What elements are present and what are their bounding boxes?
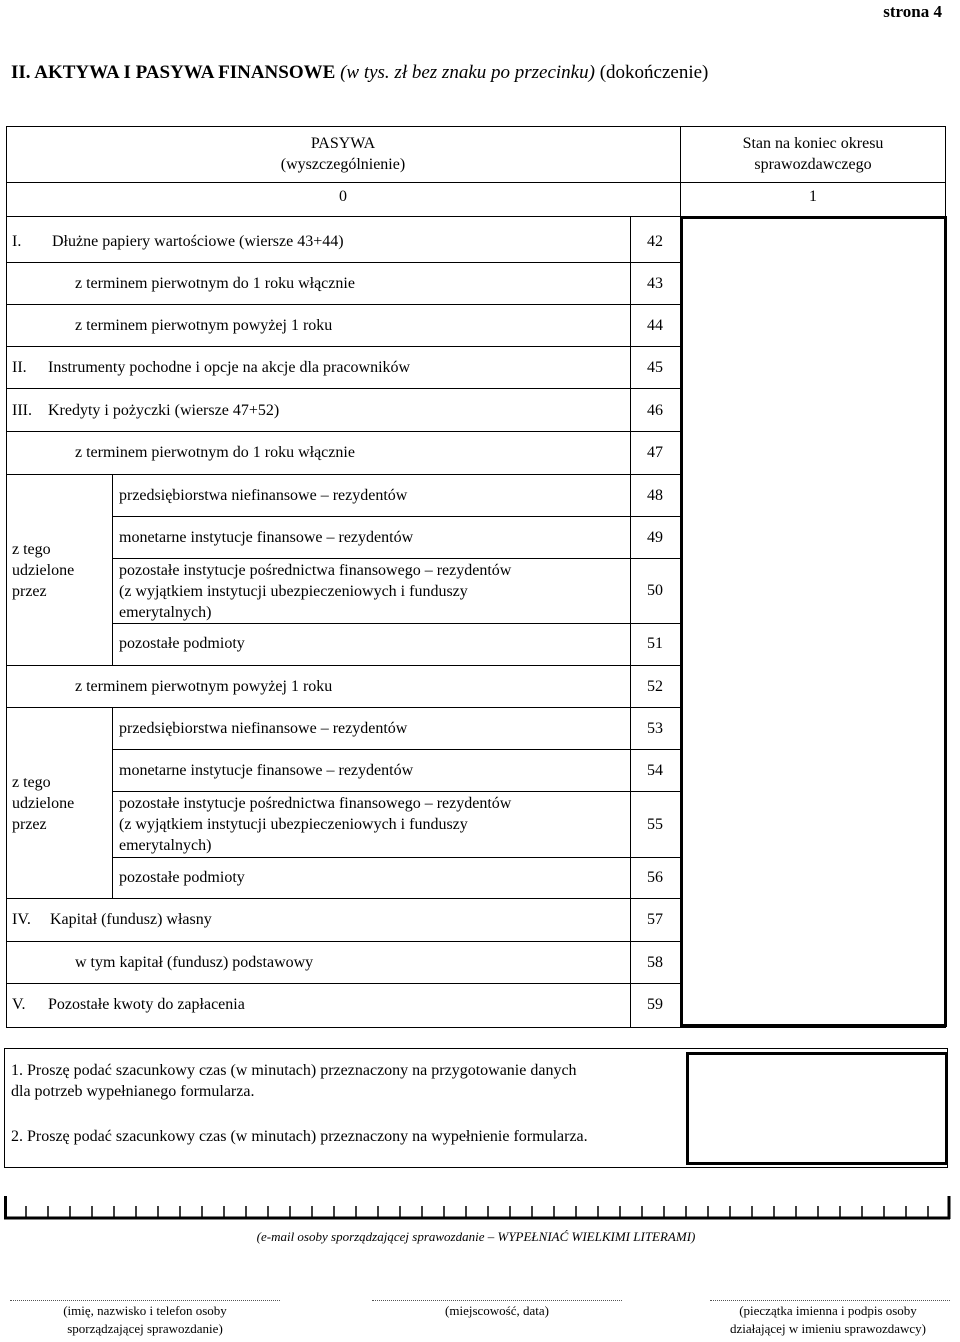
- row53-label: przedsiębiorstwa niefinansowe – rezydentów: [119, 720, 408, 737]
- row57-label: Kapitał (fundusz) własny: [50, 911, 212, 928]
- row47-label: z terminem pierwotnym do 1 roku włącznie: [75, 444, 355, 461]
- row46-roman: III.: [12, 402, 32, 419]
- row59-label: Pozostałe kwoty do zapłacenia: [48, 996, 245, 1013]
- page-title: [11, 62, 708, 84]
- row57-num: 57: [647, 911, 663, 928]
- row48-num: 48: [647, 487, 663, 504]
- email-caption: (e-mail osoby sporządzającej sprawozdanie – WYPEŁNIAĆ WIELKIMI LITERAMI): [256, 1229, 696, 1244]
- page-number-value: 4: [933, 2, 942, 21]
- row44-label: z terminem pierwotnym powyżej 1 roku: [75, 317, 333, 334]
- group2-label: z tego udzielone przez: [12, 774, 75, 833]
- row54-num: 54: [647, 762, 663, 779]
- row58-num: 58: [647, 954, 663, 971]
- title-main: II. AKTYWA I PASYWA FINANSOWE: [11, 62, 336, 83]
- time-answer-box[interactable]: [686, 1052, 948, 1165]
- question-2: 2. Proszę podać szacunkowy czas (w minutach) przeznaczony na wypełnienie formularza.: [11, 1128, 588, 1145]
- row56-label: pozostałe podmioty: [119, 869, 245, 886]
- email-comb-field[interactable]: [4, 1192, 952, 1224]
- row54-label: monetarne instytucje finansowe – rezydentów: [119, 762, 414, 779]
- row55-label: pozostałe instytucje pośrednictwa finansowego – rezydentów (z wyjątkiem instytucji ubezpieczeniowych i funduszy emerytalnych): [119, 795, 512, 854]
- row56-num: 56: [647, 869, 663, 886]
- page-number: [883, 2, 942, 22]
- row51-num: 51: [647, 635, 663, 652]
- value-column[interactable]: [680, 216, 947, 1027]
- row51-label: pozostałe podmioty: [119, 635, 245, 652]
- title-italic: (w tys. zł bez znaku po przecinku): [340, 62, 595, 83]
- header-index-1: 1: [809, 188, 817, 205]
- row46-label: Kredyty i pożyczki (wiersze 47+52): [48, 402, 280, 419]
- row53-num: 53: [647, 720, 663, 737]
- question-1: 1. Proszę podać szacunkowy czas (w minutach) przeznaczony na przygotowanie danych dla potrzeb wypełnianego formularza.: [11, 1062, 577, 1100]
- row55-num: 55: [647, 816, 663, 833]
- row43-label: z terminem pierwotnym do 1 roku włącznie: [75, 275, 355, 292]
- signature-line-2[interactable]: [372, 1300, 622, 1301]
- row52-num: 52: [647, 678, 663, 695]
- group1-label: z tego udzielone przez: [12, 541, 75, 600]
- header-col1: Stan na koniec okresu sprawozdawczego: [742, 135, 884, 173]
- row59-roman: V.: [12, 996, 26, 1013]
- row48-label: przedsiębiorstwa niefinansowe – rezydentów: [119, 487, 408, 504]
- row49-num: 49: [647, 529, 663, 546]
- row47-num: 47: [647, 444, 663, 461]
- row59-num: 59: [647, 996, 663, 1013]
- row44-num: 44: [647, 317, 663, 334]
- signature-caption-2: (miejscowość, data): [445, 1303, 549, 1318]
- row43-num: 43: [647, 275, 663, 292]
- row52-label: z terminem pierwotnym powyżej 1 roku: [75, 678, 333, 695]
- signature-caption-1: (imię, nazwisko i telefon osoby sporządzającej sprawozdanie): [63, 1303, 227, 1336]
- row45-label: Instrumenty pochodne i opcje na akcje dla pracowników: [48, 359, 411, 376]
- row57-roman: IV.: [12, 911, 31, 928]
- header-line: [6, 182, 946, 183]
- row50-label: pozostałe instytucje pośrednictwa finansowego – rezydentów (z wyjątkiem instytucji ubezpieczeniowych i funduszy emerytalnych): [119, 562, 512, 621]
- rownum-divider: [630, 216, 631, 1027]
- title-tail: (dokończenie): [599, 62, 709, 83]
- row45-roman: II.: [12, 359, 27, 376]
- header-index-0: 0: [339, 188, 347, 205]
- header-col0: PASYWA (wyszczególnienie): [280, 135, 406, 173]
- row58-label: w tym kapitał (fundusz) podstawowy: [75, 954, 314, 971]
- row42-label: Dłużne papiery wartościowe (wiersze 43+44): [52, 233, 344, 250]
- row42-roman: I.: [12, 233, 22, 250]
- row49-label: monetarne instytucje finansowe – rezydentów: [119, 529, 414, 546]
- row45-num: 45: [647, 359, 663, 376]
- signature-line-1[interactable]: [10, 1300, 280, 1301]
- row46-num: 46: [647, 402, 663, 419]
- row50-num: 50: [647, 582, 663, 599]
- page-label: strona: [883, 2, 930, 21]
- header-bottom-line: [6, 216, 681, 217]
- signature-line-3[interactable]: [710, 1300, 950, 1301]
- row42-num: 42: [647, 233, 663, 250]
- signature-caption-3: (pieczątka imienna i podpis osoby działającej w imieniu sprawozdawcy): [730, 1303, 926, 1336]
